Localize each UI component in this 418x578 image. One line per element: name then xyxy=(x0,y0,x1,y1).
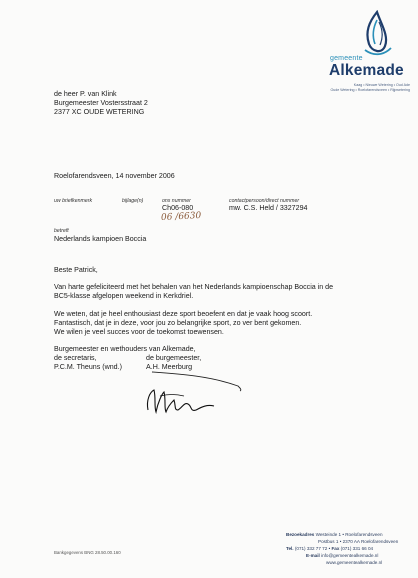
uw-briefkenmerk-label: uw briefkenmerk xyxy=(54,198,93,204)
footer-bezoekadres: Bezoekadres Westeinde 1 • Roelofarendsveen xyxy=(286,532,383,537)
burgemeester-label: de burgemeester, xyxy=(146,354,202,362)
subject-value: Nederlands kampioen Boccia xyxy=(54,235,147,243)
footer-postbus: Postbus 1 • 2370 AA Roelofarendsveen xyxy=(318,539,399,544)
footer-website-link[interactable]: www.gemeentealkemade.nl xyxy=(326,560,383,565)
handwritten-reference-number: 06 /6630 xyxy=(160,210,202,224)
recipient-line-2: Burgemeester Vostersstraat 2 xyxy=(54,99,148,107)
logo-gemeente-text: gemeente xyxy=(330,55,363,62)
salutation: Beste Patrick, xyxy=(54,266,98,274)
closing-line: Burgemeester en wethouders van Alkemade, xyxy=(54,345,196,353)
handwritten-signature xyxy=(140,380,220,420)
subject-label: betreft xyxy=(54,228,69,234)
paragraph-1-line-1: Van harte gefeliciteerd met het behalen van het Nederlands kampioenschap Boccia in de xyxy=(54,283,334,291)
paragraph-2-line-2: Fantastisch, dat je in deze, voor jou zo belangrijke sport, zo ver bent gekomen. xyxy=(54,319,302,327)
footer-tel-fax: Tel. (071) 332 77 72 • Fax (071) 331 66 04 xyxy=(286,546,374,551)
date-line: Roelofarendsveen, 14 november 2006 xyxy=(54,172,175,180)
ons-nummer-value: Ch06-080 xyxy=(162,204,194,212)
footer-email[interactable]: E-mail info@gemeentealkemade.nl xyxy=(306,553,379,558)
logo-municipality-name: Alkemade xyxy=(329,62,404,79)
secretaris-label: de secretaris, xyxy=(54,354,97,362)
ons-nummer-label: ons nummer xyxy=(162,198,191,204)
contact-label: contactpersoon/direct nummer xyxy=(229,198,300,204)
secretaris-name: P.C.M. Theuns (wnd.) xyxy=(54,363,122,371)
burgemeester-name: A.H. Meerburg xyxy=(146,363,193,371)
paragraph-2-line-3: We wilen je veel succes voor de toekomst toewensen. xyxy=(54,328,224,336)
recipient-line-1: de heer P. van Klink xyxy=(54,90,117,98)
logo-villages-line-1: Kaag • Nieuwe Wetering • Oud Ade xyxy=(353,83,410,87)
recipient-line-3: 2377 XC OUDE WETERING xyxy=(54,108,145,116)
contact-value: mw. C.S. Held / 3327294 xyxy=(229,204,308,212)
bank-details: Bankgegevens BNG 28.50.00.160 xyxy=(54,550,121,555)
logo-villages-line-2: Oude Wetering • Roelofarendsveen • Rijpwetering xyxy=(330,88,410,92)
bijlage-label: bijlage(n) xyxy=(122,198,144,204)
paragraph-2-line-1: We weten, dat je heel enthousiast deze sport beoefent en dat je vaak hoog scoort. xyxy=(54,310,313,318)
municipality-logo-icon xyxy=(357,10,397,58)
paragraph-1-line-2: BC5-klasse afgelopen weekend in Kerkdriel. xyxy=(54,292,194,300)
